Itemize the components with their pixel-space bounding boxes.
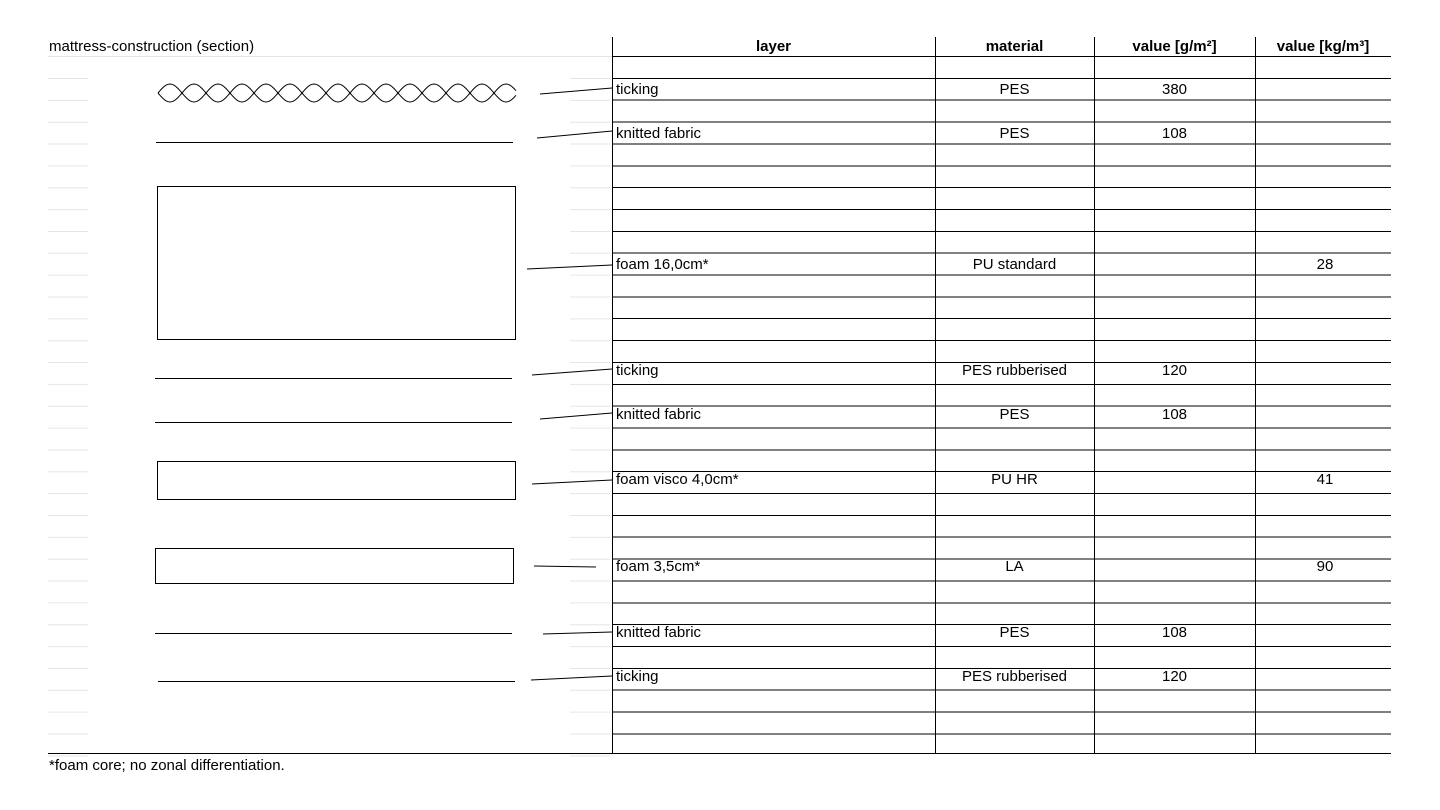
footnote: *foam core; no zonal differentiation. [49, 757, 285, 774]
material-cell: PU HR [991, 471, 1038, 488]
material-cell: PES [999, 81, 1030, 98]
ticking-wave-icon [158, 84, 516, 102]
gsm-cell: 108 [1161, 406, 1188, 423]
material-cell: PU standard [972, 256, 1057, 273]
layer-cell: knitted fabric [616, 125, 702, 142]
density-cell: 41 [1316, 471, 1334, 488]
material-cell: PES rubberised [961, 668, 1068, 685]
material-cell: PES [999, 624, 1030, 641]
column-header-gsm: value [g/m²] [1132, 38, 1217, 55]
gsm-cell: 120 [1161, 362, 1188, 379]
layer-cell: foam 3,5cm* [616, 558, 701, 575]
layer-cell: foam 16,0cm* [616, 256, 709, 273]
layer-cell: ticking [616, 362, 659, 379]
material-cell: LA [1005, 558, 1024, 575]
layer-cell: ticking [616, 81, 659, 98]
material-cell: PES [999, 125, 1030, 142]
density-cell: 28 [1316, 256, 1334, 273]
foam-latex-block [156, 549, 514, 584]
layer-shapes [155, 143, 516, 682]
page-title: mattress-construction (section) [49, 38, 255, 55]
density-cell: 90 [1316, 558, 1334, 575]
layer-cell: ticking [616, 668, 659, 685]
gsm-cell: 120 [1161, 668, 1188, 685]
foam-core-block [158, 187, 516, 340]
column-header-material: material [985, 38, 1044, 55]
material-cell: PES rubberised [961, 362, 1068, 379]
column-header-density: value [kg/m³] [1276, 38, 1370, 55]
layer-cell: knitted fabric [616, 624, 702, 641]
material-cell: PES [999, 406, 1030, 423]
gsm-cell: 380 [1161, 81, 1188, 98]
gsm-cell: 108 [1161, 624, 1188, 641]
column-header-layer: layer [755, 38, 792, 55]
foam-visco-block [158, 462, 516, 500]
table-grid [48, 37, 1391, 754]
layer-cell: knitted fabric [616, 406, 702, 423]
faint-gridlines [48, 57, 612, 756]
layer-cell: foam visco 4,0cm* [616, 471, 739, 488]
gsm-cell: 108 [1161, 125, 1188, 142]
